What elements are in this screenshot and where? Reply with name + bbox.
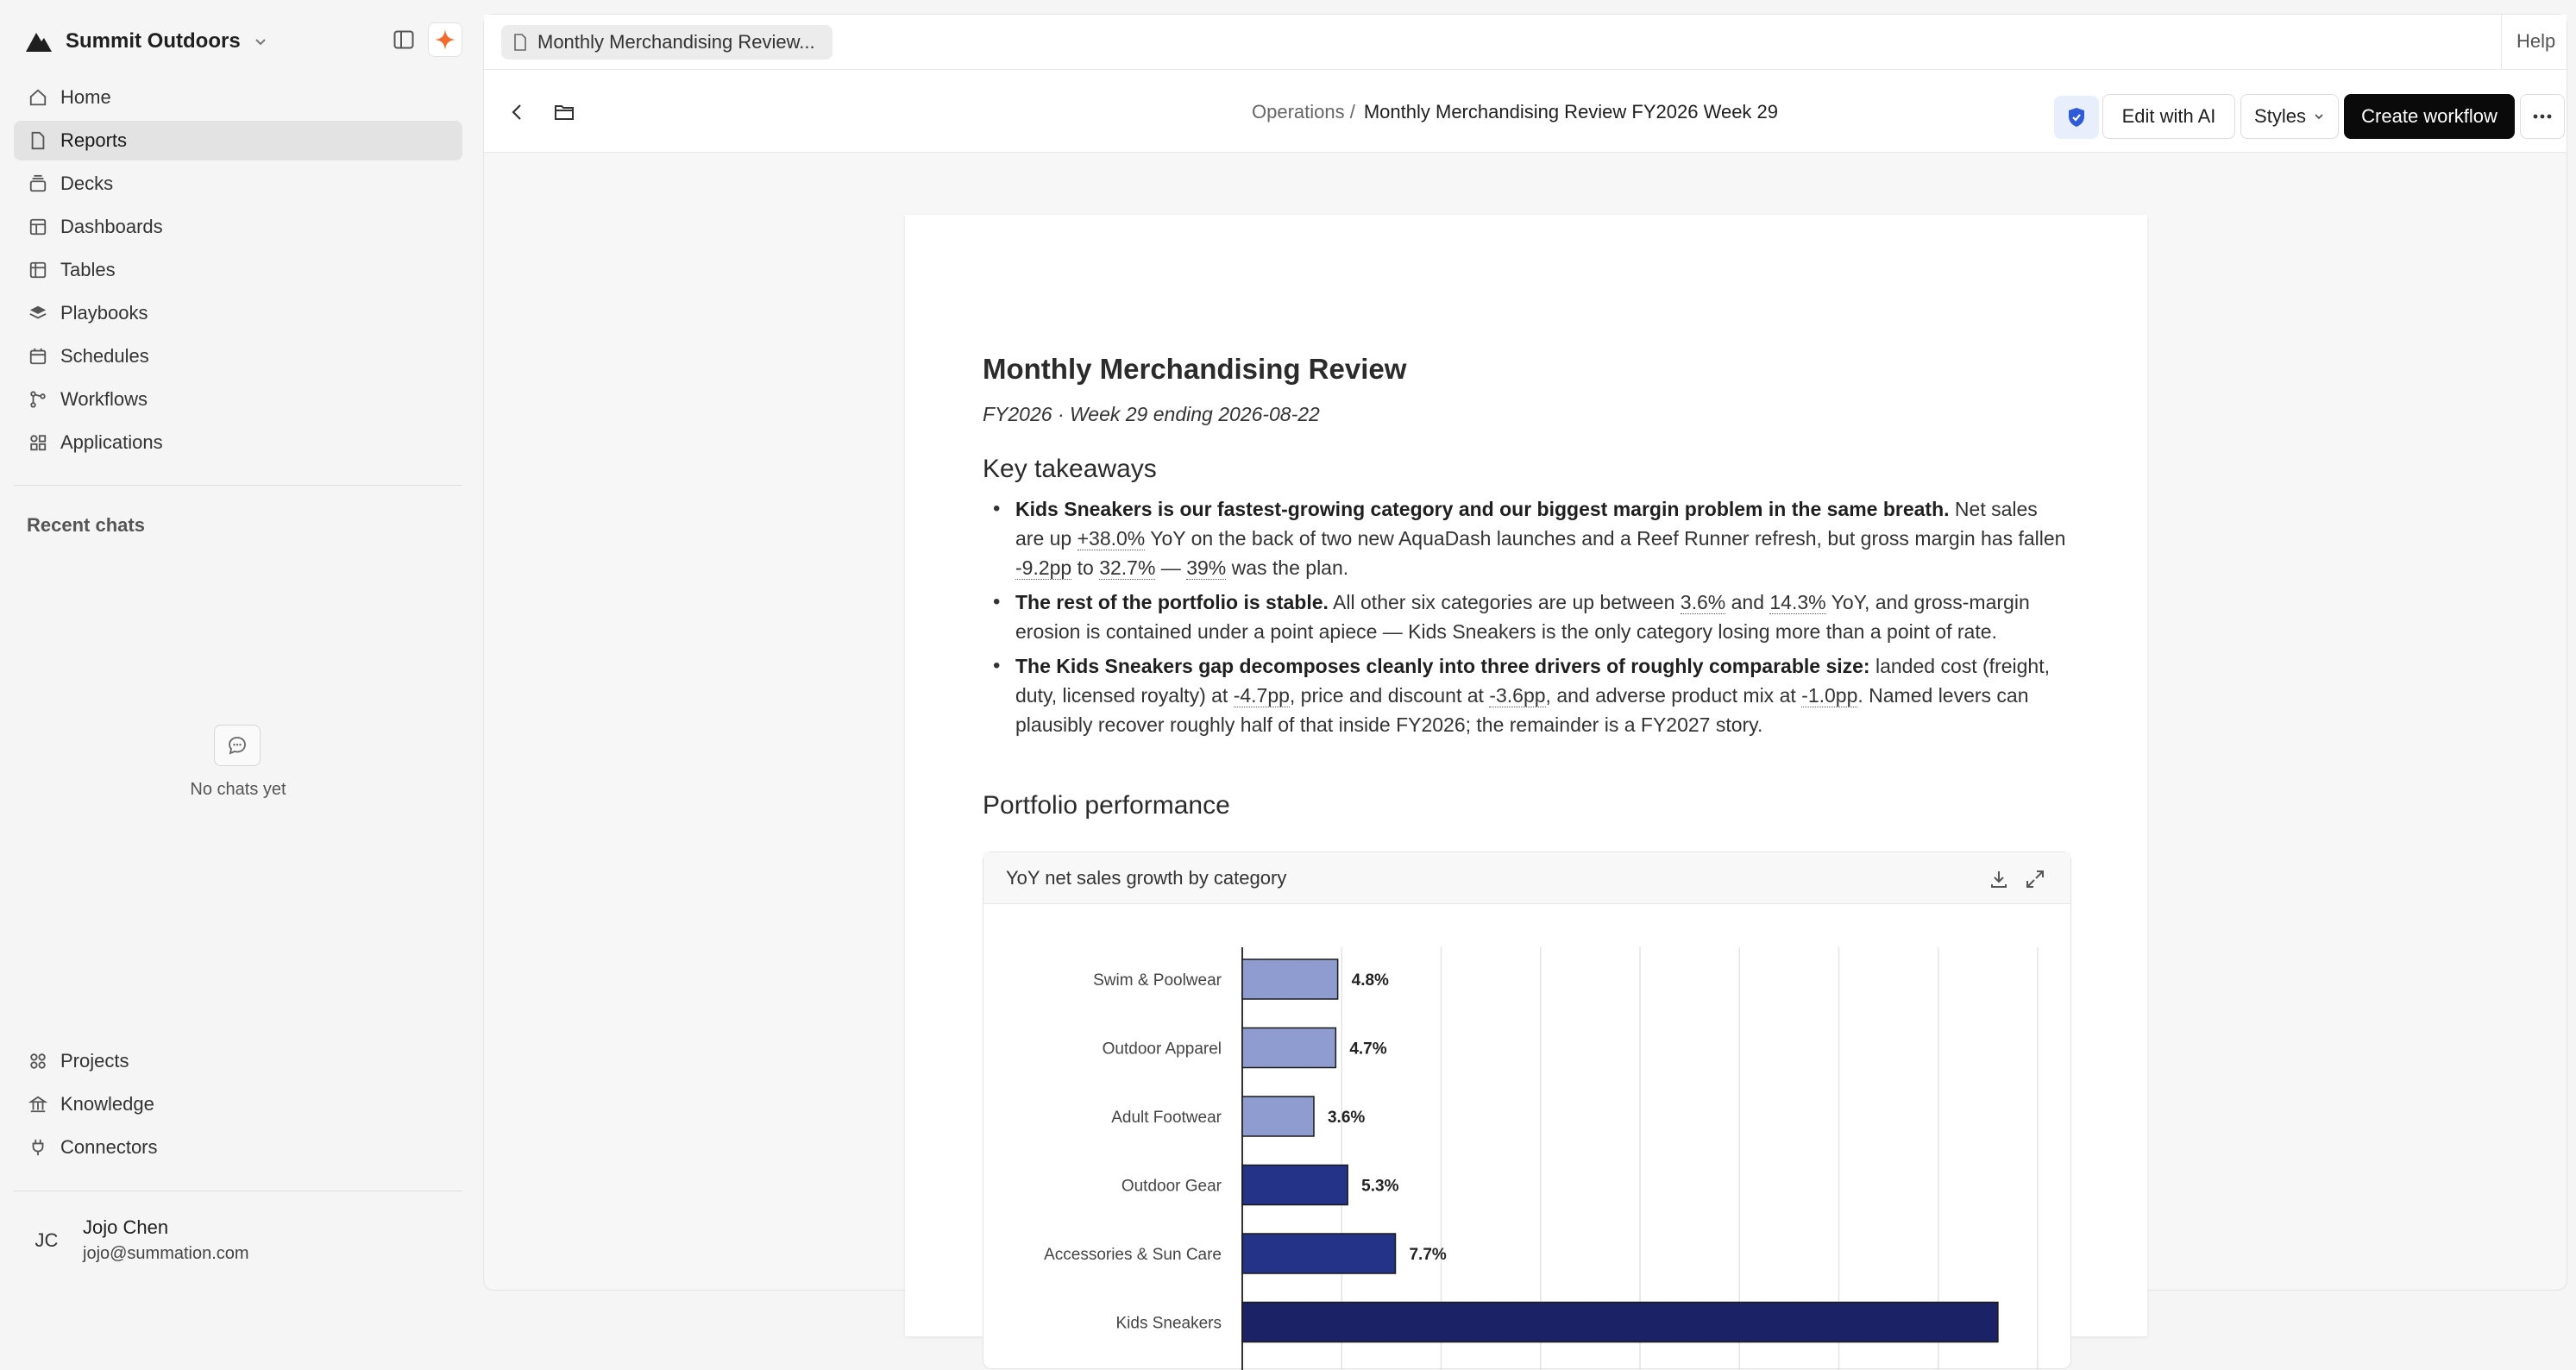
bar-data-label: 4.7% — [1349, 1040, 1387, 1059]
sidebar-item-reports[interactable] — [14, 121, 462, 160]
bullet-text: , price and discount at — [1289, 684, 1490, 707]
tab-bar — [484, 15, 2567, 70]
bullet-text: YoY on the back of two new AquaDash launches and a Reef Runner refresh, but gross margin has fallen — [1145, 527, 2066, 550]
sidebar-item-dashboards[interactable] — [14, 207, 462, 247]
sidebar-item-label: Decks — [60, 173, 114, 194]
mountain-logo-icon — [24, 29, 53, 53]
sidebar-item-connectors[interactable] — [14, 1128, 462, 1167]
chat-bubble-icon — [214, 725, 261, 766]
portfolio-heading: Portfolio performance — [983, 791, 1230, 820]
bullet-text: and — [1725, 591, 1770, 613]
metric-value[interactable]: -1.0pp — [1801, 684, 1858, 707]
sidebar-item-home[interactable] — [14, 78, 462, 117]
main-nav — [14, 78, 462, 466]
takeaways-list — [983, 494, 2071, 745]
category-tick-label: Outdoor Gear — [1121, 1177, 1222, 1196]
workspace-switcher[interactable] — [24, 24, 268, 59]
bullet-text: landed cost (freight, duty, licensed royalty) at — [1015, 655, 2050, 707]
ai-spark-button[interactable] — [428, 22, 462, 57]
apps-icon — [28, 432, 48, 453]
shield-check-icon — [2067, 107, 2086, 128]
sidebar-item-label: Reports — [60, 129, 128, 151]
bar-data-label: 7.7% — [1409, 1246, 1447, 1264]
sidebar-item-decks[interactable] — [14, 164, 462, 204]
sidebar-item-label: Workflows — [60, 388, 148, 410]
recent-chats-heading: Recent chats — [27, 514, 145, 536]
bullet-text: YoY, and gross-margin erosion is contained under a point apiece — Kids Sneakers is the only category losing more than a point of rate. — [1015, 591, 2030, 643]
no-chats-text: No chats yet — [190, 780, 286, 799]
user-profile[interactable] — [24, 1216, 249, 1264]
bullet-text: was the plan. — [1226, 556, 1349, 579]
sidebar-item-applications[interactable] — [14, 423, 462, 462]
home-icon — [28, 87, 48, 108]
metric-value[interactable]: 39% — [1186, 556, 1227, 579]
sidebar — [0, 0, 481, 1296]
chart-bar[interactable] — [1242, 1097, 1314, 1136]
chart-header — [983, 852, 2070, 904]
sidebar-item-playbooks[interactable] — [14, 293, 462, 333]
chart-bar[interactable] — [1242, 1303, 1998, 1342]
list-item — [983, 651, 2071, 739]
workspace-name: Summit Outdoors — [66, 29, 241, 53]
doc-subtitle: FY2026 · Week 29 ending 2026-08-22 — [983, 403, 1320, 425]
sidebar-divider — [14, 485, 462, 486]
bar-data-label: 5.3% — [1361, 1177, 1399, 1196]
bullet-text: — — [1155, 556, 1187, 579]
workflow-icon — [28, 389, 48, 410]
dashboard-icon — [28, 217, 48, 237]
bullet-text: . Named levers can plausibly recover roughly half of that inside FY2026; the remainder is a FY2027 story. — [1015, 684, 2029, 736]
plug-icon — [28, 1137, 48, 1158]
sidebar-toggle-icon[interactable] — [390, 26, 418, 53]
bar-data-label: 3.6% — [1327, 1109, 1366, 1127]
styles-label: Styles — [2254, 105, 2306, 127]
library-icon — [28, 1094, 48, 1115]
sidebar-item-schedules[interactable] — [14, 336, 462, 376]
chevron-down-icon — [253, 34, 268, 49]
bottom-nav — [14, 1041, 462, 1171]
chevron-down-icon — [2313, 110, 2325, 123]
bar-data-label: 4.8% — [1351, 971, 1389, 990]
key-takeaways-heading: Key takeaways — [983, 455, 1157, 483]
breadcrumb — [1252, 101, 1778, 123]
chart-card — [983, 852, 2071, 1369]
breadcrumb-current: Monthly Merchandising Review FY2026 Week 29 — [1363, 101, 1779, 123]
sidebar-item-label: Tables — [60, 259, 116, 280]
chart-title: YoY net sales growth by category — [1006, 866, 1287, 889]
tab-report[interactable] — [501, 25, 832, 60]
tab-label: Monthly Merchandising Review... — [537, 31, 815, 53]
bullet-text: , and adverse product mix at — [1545, 684, 1802, 707]
list-item — [983, 494, 2071, 582]
document-icon — [513, 34, 527, 51]
stack-icon — [28, 173, 48, 194]
divider — [2501, 15, 2502, 70]
sidebar-item-label: Playbooks — [60, 302, 148, 324]
bullet-lead: Kids Sneakers is our fastest-growing category and our biggest margin problem in the same breath. — [1015, 498, 1950, 520]
bullet-lead: The rest of the portfolio is stable. — [1015, 591, 1329, 613]
back-arrow-icon[interactable] — [505, 99, 531, 125]
metric-value[interactable]: +38.0% — [1077, 527, 1146, 550]
sidebar-item-label: Home — [60, 86, 111, 108]
avatar: JC — [24, 1218, 69, 1263]
sidebar-item-label: Connectors — [60, 1136, 158, 1158]
main-panel — [483, 14, 2567, 1333]
expand-icon[interactable] — [2024, 868, 2046, 890]
category-tick-label: Swim & Poolwear — [1093, 971, 1222, 990]
document-icon — [28, 130, 48, 151]
bullet-text: Net sales are up — [1015, 498, 2038, 550]
sidebar-item-knowledge[interactable] — [14, 1084, 462, 1124]
create-workflow-button[interactable]: Create workflow — [2344, 94, 2515, 139]
category-tick-label: Outdoor Apparel — [1102, 1040, 1222, 1059]
layers-icon — [28, 303, 48, 324]
category-tick-label: Kids Sneakers — [1115, 1314, 1222, 1333]
styles-dropdown[interactable] — [2240, 94, 2339, 139]
chart-bar[interactable] — [1242, 1166, 1348, 1205]
bar-chart — [983, 904, 2072, 1370]
metric-value[interactable]: 32.7% — [1099, 556, 1156, 579]
sidebar-item-workflows[interactable] — [14, 380, 462, 419]
more-options-icon[interactable] — [2520, 94, 2565, 139]
download-icon[interactable] — [1988, 868, 2010, 890]
category-tick-label: Accessories & Sun Care — [1044, 1246, 1222, 1264]
doc-title: Monthly Merchandising Review — [983, 353, 1407, 385]
chart-bar[interactable] — [1242, 1234, 1395, 1273]
calendar-icon — [28, 346, 48, 367]
sparkle-icon — [434, 28, 456, 51]
sidebar-item-label: Projects — [60, 1050, 129, 1071]
metric-value[interactable]: 3.6% — [1680, 591, 1726, 613]
sidebar-item-label: Knowledge — [60, 1093, 154, 1115]
bullet-text: All other six categories are up between — [1328, 591, 1681, 613]
chart-bar[interactable] — [1242, 959, 1338, 999]
grid-icon — [28, 1051, 48, 1071]
breadcrumb-parent[interactable]: Operations / — [1252, 101, 1355, 123]
chart-bar[interactable] — [1242, 1028, 1335, 1068]
help-link[interactable]: Help — [2516, 30, 2556, 52]
user-name: Jojo Chen — [83, 1216, 169, 1238]
edit-with-ai-button[interactable]: Edit with AI — [2102, 94, 2235, 139]
folder-icon[interactable] — [551, 99, 577, 125]
report-document — [905, 215, 2147, 1336]
user-email: jojo@summation.com — [83, 1244, 249, 1263]
toolbar — [484, 70, 2567, 153]
bullet-lead: The Kids Sneakers gap decomposes cleanly into three drivers of roughly comparable size: — [1015, 655, 1870, 677]
category-tick-label: Adult Footwear — [1111, 1109, 1222, 1127]
sidebar-item-projects[interactable] — [14, 1041, 462, 1081]
verified-shield-button[interactable] — [2054, 96, 2099, 139]
sidebar-item-label: Schedules — [60, 345, 149, 367]
metric-value[interactable]: 14.3% — [1769, 591, 1826, 613]
metric-value[interactable]: -3.6pp — [1489, 684, 1546, 707]
list-item — [983, 588, 2071, 646]
sidebar-item-tables[interactable] — [14, 250, 462, 290]
table-icon — [28, 260, 48, 280]
sidebar-item-label: Dashboards — [60, 216, 163, 237]
bullet-text: to — [1071, 556, 1100, 579]
metric-value[interactable]: -9.2pp — [1015, 556, 1072, 579]
sidebar-item-label: Applications — [60, 431, 163, 453]
metric-value[interactable]: -4.7pp — [1233, 684, 1290, 707]
